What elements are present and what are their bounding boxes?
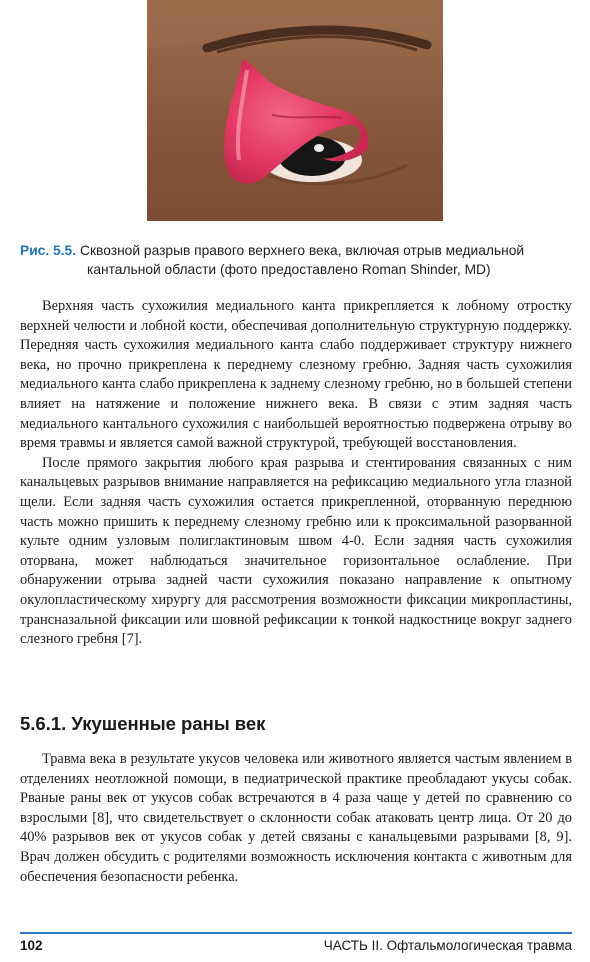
paragraph: Верхняя часть сухожилия медиального канта прикрепляется к лобному отростку верхней челюсти и лобной кости, обеспечивая дополнительную структурную поддержку. Передняя часть сухожилия медиального канта слабо поддерживает структуру нижнего века, но прочно прикреплена к переднему слезному гребню. Задняя часть сухожилия медиального канта слабо прикреплена к заднему слезному гребню, но в большей степени влияет на натяжение и положение нижнего века. В связи с этим задняя часть медиального кантального сухожилия с наибольшей вероятностью подвержена отрыву во время травмы и является самой важной структурой, требующей восстановления. [20, 298, 572, 452]
caption-line-2: кантальной области (фото предоставлено Roman Shinder, MD) [87, 262, 491, 277]
page-number: 102 [20, 938, 43, 953]
body-text-lower [20, 750, 572, 887]
eyelid-injury-photo [147, 0, 443, 221]
paragraph: Травма века в результате укусов человека или животного является частым явлением в отделениях неотложной помощи, в педиатрической практике преобладают укусы собак. Рваные раны век от укусов собак встречаются в 4 раза чаще у детей по сравнению со взрослыми [8], что свидетельствует о склонности собак атаковать центр лица. От 20 до 40% разрывов век от укусов собак у детей связаны с канальцевыми разрывами [8, 9]. Врач должен обсудить с родителями возможность исключения контакта с животным для обеспечения безопасности ребенка. [20, 751, 572, 885]
caption-line-1: Сквозной разрыв правого верхнего века, включая отрыв медиальной [80, 243, 525, 258]
running-head: ЧАСТЬ II. Офтальмологическая травма [323, 938, 572, 953]
figure-caption [20, 241, 572, 279]
section-heading: 5.6.1. Укушенные раны век [20, 713, 266, 734]
paragraph: После прямого закрытия любого края разрыва и стентирования связанных с ним канальцевых разрывов внимание направляется на рефиксацию медиального угла глазной щели. Если задняя часть сухожилия остается прикрепленной, оторванную переднюю часть можно пришить к переднему слезному гребню или к проксимальной разорванной культе одним узловым полиглактиновым швом 4-0. Если задняя часть сухожилия оторвана, может наблюдаться значительное горизонтальное ослабление. При обнаружении отрыва задней части сухожилия показано направление к опытному окулопластическому хирургу для рассмотрения возможности фиксации микропластины, трансназальной фиксации или шовной рефиксации к тонкой надкостнице вокруг заднего слезного гребня [7]. [20, 454, 572, 648]
figure-label: Рис. 5.5. [20, 243, 77, 258]
footer-rule [20, 932, 572, 934]
body-text-upper [20, 297, 572, 650]
